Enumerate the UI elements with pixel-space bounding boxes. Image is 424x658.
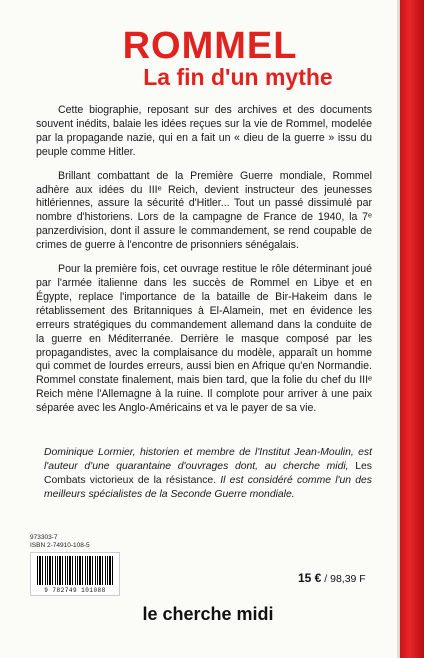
blurb — [36, 104, 372, 512]
blurb-paragraph-1: Cette biographie, reposant sur des archives et des documents souvent inédits, balaie les idées reçues sur la vie de Rommel, modelée par la propagande nazie, qui en a fait un « dieu de la guerre » issu du peuple comme Hitler. — [36, 104, 372, 158]
author-bio-outro: Il est considéré comme l'un des meilleurs spécialistes de la Seconde Guerre mondiale. — [44, 474, 372, 500]
price — [298, 571, 366, 585]
book-title: ROMMEL — [122, 25, 298, 67]
product-codes — [30, 534, 90, 550]
red-spine — [400, 0, 424, 658]
author-bio-book-title: Les Combats victorieux de la résistance. — [44, 460, 373, 486]
author-bio-intro: Dominique Lormier, historien et membre de l'Institut Jean-Moulin, est l'auteur d'une quarantaine d'ouvrages dont, au cherche midi, — [44, 447, 372, 472]
book-subtitle: La fin d'un mythe — [143, 64, 333, 90]
barcode-bars — [37, 556, 113, 585]
product-code: 973303-7 — [30, 534, 58, 541]
price-franc: / 98,39 F — [324, 573, 366, 585]
publisher-name: le cherche midi — [142, 604, 274, 624]
price-euro: 15 € — [298, 571, 322, 585]
isbn-number: ISBN 2-74910-108-5 — [30, 542, 90, 549]
barcode-digits: 9 782749 101088 — [44, 587, 106, 594]
barcode — [30, 552, 120, 596]
blurb-paragraph-3: Pour la première fois, cet ouvrage restitue le rôle déterminant joué par l'armée italienne dans les succès de Rommel en Libye et en Égypte, replace l'importance de la bataille de Bir-Hakeim dans le rétablissement des Britanniques à El-Alamein, met en évidence les erreurs stratégiques du commandement allemand dans la conduite de la guerre en Méditerranée. Derrière le masque composé par les propagandistes, avec la complaisance du modèle, apparaît un homme qui commet de lourdes erreurs, aussi bien en Afrique qu'en Normandie. Rommel constate finalement, mais bien tard, que la folie du chef du IIIᵉ Reich mène l'Allemagne à la ruine. Il complote pour arriver à une paix séparée avec les Anglo-Américains et va le payer de sa vie. — [36, 263, 372, 415]
blurb-paragraph-2: Brillant combattant de la Première Guerre mondiale, Rommel adhère aux idées du IIIᵉ Reich, devient instructeur des jeunesses hitlériennes, assure la sécurité d'Hitler... Tout un passé dissimulé par nombre d'historiens. Lors de la campagne de France de 1940, la 7ᵉ panzerdivision, dont il assure le commandement, se rend coupable de crimes de guerre à l'encontre de prisonniers sénégalais. — [36, 169, 372, 252]
author-bio — [36, 446, 372, 502]
